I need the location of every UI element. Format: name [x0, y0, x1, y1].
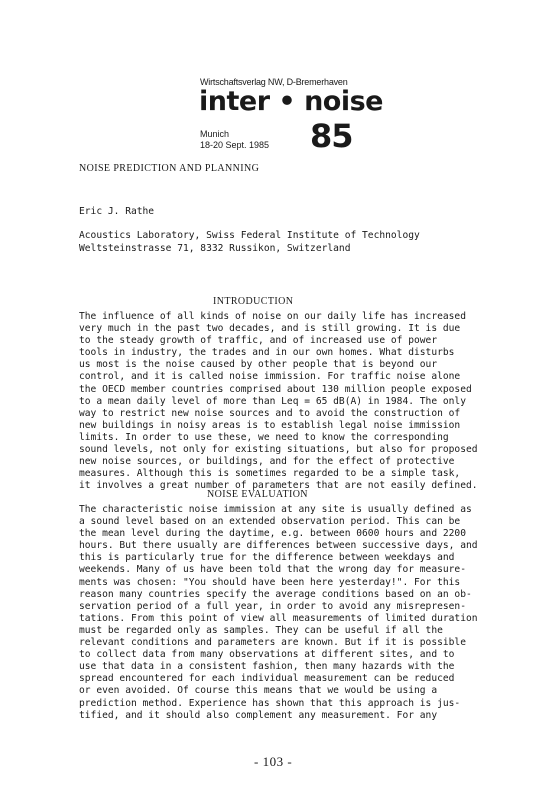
text-line: relevant conditions and parameters are known. But if it is possible	[79, 637, 466, 649]
text-line: weekends. Many of us have been told that the wrong day for measure-	[79, 564, 466, 576]
text-line: prediction method. Experience has shown that this approach is jus-	[79, 697, 461, 709]
text-line: The influence of all kinds of noise on our daily life has increased	[79, 311, 466, 322]
publisher-line: Wirtschaftsverlag NW, D-Bremerhaven	[200, 77, 348, 87]
conference-city: Munich	[200, 129, 230, 139]
text-line: sound levels, not only for existing situations, but also for proposed	[79, 444, 478, 456]
affiliation-line: Weltsteinstrasse 71, 8332 Russikon, Switzerland	[79, 243, 351, 254]
text-line: tations. From this point of view all measurements of limited duration	[79, 612, 478, 624]
text-line: to collect data from many observations at different sites, and to	[79, 649, 455, 661]
text-line: The characteristic noise immission at any site is usually defined as	[79, 504, 472, 515]
text-line: a sound level based on an extended observation period. This can be	[79, 516, 461, 528]
text-line: to the steady growth of traffic, and of increased use of power	[79, 335, 438, 347]
conference-logo: inter • noise	[199, 86, 383, 117]
text-line: ments was chosen: "You should have been here yesterday!". For this	[79, 576, 461, 588]
text-line: limits. In order to use these, we need to know the corresponding	[79, 431, 449, 443]
text-line: us most is the noise caused by other people that is beyond our	[79, 359, 438, 371]
text-line: to a mean daily level of more than Leq = 65 dB(A) in 1984. The only	[79, 395, 466, 407]
text-line: way to restrict new noise sources and to avoid the construction of	[79, 407, 461, 419]
text-line: this is particularly true for the difference between weekdays and	[79, 552, 455, 564]
text-line: use that data in a consistent fashion, then many hazards with the	[79, 661, 455, 673]
noise-evaluation-paragraph	[79, 504, 478, 722]
author-affiliation	[79, 229, 420, 255]
text-line: measures. Although this is sometimes regarded to be a simple task,	[79, 468, 461, 480]
paper-author: Eric J. Rathe	[79, 206, 155, 217]
conference-year: 85	[310, 117, 353, 155]
text-line: new buildings in noisy areas is to establish legal noise immission	[79, 419, 461, 431]
text-line: very much in the past two decades, and is still growing. It is due	[79, 323, 461, 335]
text-line: must be regarded only as samples. They can be useful if all the	[79, 624, 443, 636]
text-line: the mean level during the daytime, e.g. between 0600 hours and 2200	[79, 528, 466, 540]
conference-dates: 18-20 Sept. 1985	[200, 140, 270, 150]
text-line: tified, and it should also complement any measurement. For any	[79, 709, 438, 721]
text-line: the OECD member countries comprised about 130 million people exposed	[79, 383, 472, 395]
page-number: - 103 -	[254, 754, 293, 769]
text-line: hours. But there usually are differences between successive days, and	[79, 540, 478, 552]
text-line: tools in industry, the trades and in our own homes. What disturbs	[79, 347, 455, 359]
text-line: it involves a great number of parameters that are not easily defined.	[79, 480, 478, 492]
text-line: or even avoided. Of course this means that we would be using a	[79, 685, 438, 697]
text-line: spread encountered for each individual measurement can be reduced	[79, 673, 455, 685]
text-line: servation period of a full year, in order to avoid any misrepresen-	[79, 600, 466, 612]
section-heading-introduction: INTRODUCTION	[213, 296, 294, 307]
text-line: control, and it is called noise immission. For traffic noise alone	[79, 371, 461, 383]
introduction-paragraph	[79, 311, 478, 492]
affiliation-line: Acoustics Laboratory, Swiss Federal Institute of Technology	[79, 230, 420, 241]
paper-title: NOISE PREDICTION AND PLANNING	[79, 163, 260, 174]
text-line: reason many countries specify the average conditions based on an ob-	[79, 588, 472, 600]
section-heading-noise-evaluation: NOISE EVALUATION	[207, 489, 308, 500]
text-line: new noise sources, or buildings, and for the effect of protective	[79, 456, 455, 468]
